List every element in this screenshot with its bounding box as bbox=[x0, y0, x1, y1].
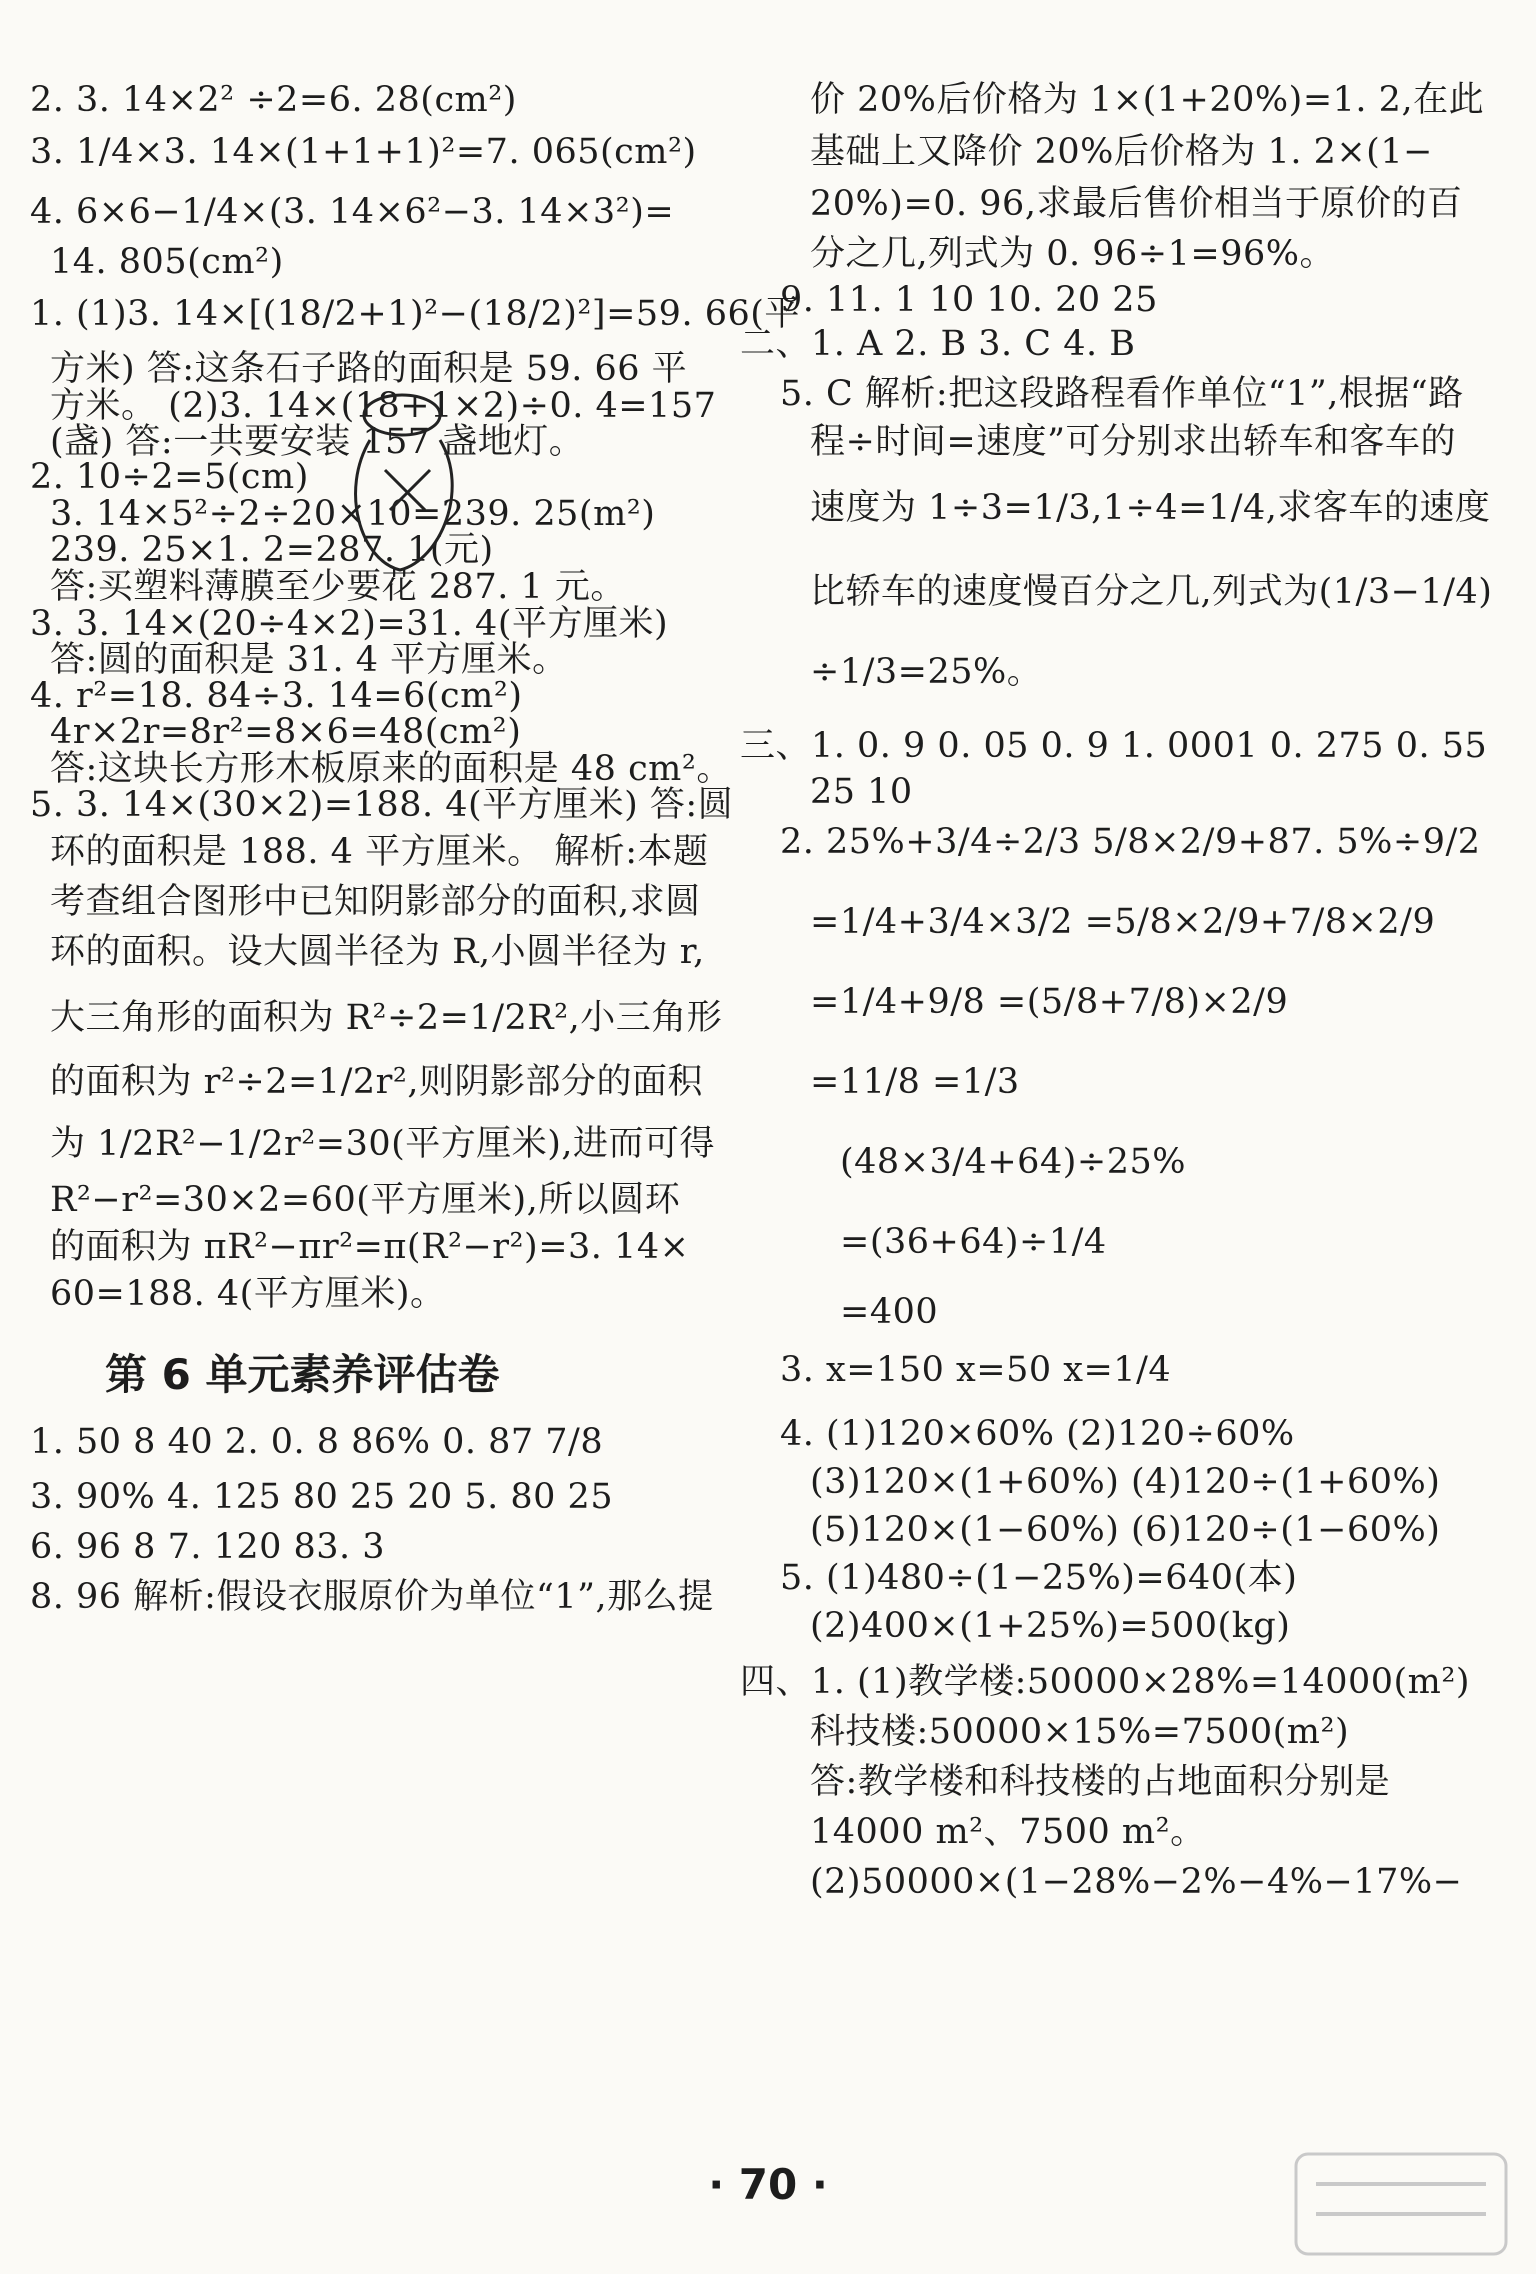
text-line: 科技楼:50000×15%=7500(m²) bbox=[810, 1712, 1350, 1752]
text-line: 2. 10÷2=5(cm) bbox=[30, 457, 309, 497]
text-line: =1/4+9/8 =(5/8+7/8)×2/9 bbox=[810, 982, 1289, 1022]
section-title: 第 6 单元素养评估卷 bbox=[105, 1350, 500, 1399]
text-line: 二、1. A 2. B 3. C 4. B bbox=[740, 324, 1136, 364]
text-line: 四、1. (1)教学楼:50000×28%=14000(m²) bbox=[740, 1662, 1471, 1702]
text-line: 比轿车的速度慢百分之几,列式为(1/3−1/4) bbox=[810, 572, 1493, 612]
text-line: 239. 25×1. 2=287. 1(元) bbox=[50, 530, 494, 570]
text-line: (2)400×(1+25%)=500(kg) bbox=[810, 1606, 1291, 1646]
handwritten-stamp-icon bbox=[330, 360, 480, 590]
text-line: 程÷时间=速度”可分别求出轿车和客车的 bbox=[810, 422, 1457, 462]
text-line: =(36+64)÷1/4 bbox=[840, 1222, 1107, 1262]
text-line: 4. r²=18. 84÷3. 14=6(cm²) bbox=[30, 676, 523, 716]
text-line: 5. (1)480÷(1−25%)=640(本) bbox=[780, 1558, 1298, 1598]
text-line: (48×3/4+64)÷25% bbox=[840, 1142, 1186, 1182]
text-line: 3. x=150 x=50 x=1/4 bbox=[780, 1350, 1172, 1390]
text-line: 60=188. 4(平方厘米)。 bbox=[50, 1274, 446, 1314]
text-line: =11/8 =1/3 bbox=[810, 1062, 1020, 1102]
text-line: R²−r²=30×2=60(平方厘米),所以圆环 bbox=[50, 1180, 681, 1220]
text-line: (3)120×(1+60%) (4)120÷(1+60%) bbox=[810, 1462, 1441, 1502]
text-line: 考查组合图形中已知阴影部分的面积,求圆 bbox=[50, 882, 701, 922]
watermark-logo-icon bbox=[1286, 2144, 1516, 2264]
text-line: (5)120×(1−60%) (6)120÷(1−60%) bbox=[810, 1510, 1441, 1550]
text-line: 速度为 1÷3=1/3,1÷4=1/4,求客车的速度 bbox=[810, 488, 1491, 528]
text-line: 分之几,列式为 0. 96÷1=96%。 bbox=[810, 234, 1336, 274]
text-line: 4r×2r=8r²=8×6=48(cm²) bbox=[50, 712, 522, 752]
text-line: 3. 1/4×3. 14×(1+1+1)²=7. 065(cm²) bbox=[30, 132, 697, 172]
text-line: 三、1. 0. 9 0. 05 0. 9 1. 0001 0. 275 0. 55 bbox=[740, 726, 1488, 766]
text-line: 1. 50 8 40 2. 0. 8 86% 0. 87 7/8 bbox=[30, 1422, 604, 1462]
text-line: 答:圆的面积是 31. 4 平方厘米。 bbox=[50, 640, 568, 680]
text-line: 价 20%后价格为 1×(1+20%)=1. 2,在此 bbox=[810, 80, 1485, 120]
text-line: ÷1/3=25%。 bbox=[810, 652, 1043, 692]
text-line: 基础上又降价 20%后价格为 1. 2×(1− bbox=[810, 132, 1433, 172]
text-line: =400 bbox=[840, 1292, 939, 1332]
text-line: 方米。 (2)3. 14×(18+1×2)÷0. 4=157 bbox=[50, 386, 717, 426]
text-line: 5. C 解析:把这段路程看作单位“1”,根据“路 bbox=[780, 374, 1464, 414]
text-line: 14. 805(cm²) bbox=[50, 242, 284, 282]
text-line: 1. (1)3. 14×[(18/2+1)²−(18/2)²]=59. 66(平 bbox=[30, 294, 800, 334]
text-line: 环的面积是 188. 4 平方厘米。 解析:本题 bbox=[50, 832, 709, 872]
text-line: 环的面积。设大圆半径为 R,小圆半径为 r, bbox=[50, 932, 705, 972]
text-line: (2)50000×(1−28%−2%−4%−17%− bbox=[810, 1862, 1463, 1902]
text-line: 答:教学楼和科技楼的占地面积分别是 bbox=[810, 1762, 1391, 1802]
text-line: 4. (1)120×60% (2)120÷60% bbox=[780, 1414, 1295, 1454]
text-line: 3. 3. 14×(20÷4×2)=31. 4(平方厘米) bbox=[30, 604, 669, 644]
text-line: 20%)=0. 96,求最后售价相当于原价的百 bbox=[810, 184, 1463, 224]
text-line: 3. 90% 4. 125 80 25 20 5. 80 25 bbox=[30, 1477, 614, 1517]
text-line: 9. 11. 1 10 10. 20 25 bbox=[780, 280, 1158, 320]
text-line: =1/4+3/4×3/2 =5/8×2/9+7/8×2/9 bbox=[810, 902, 1436, 942]
text-line: 2. 3. 14×2² ÷2=6. 28(cm²) bbox=[30, 80, 517, 120]
text-line: 8. 96 解析:假设衣服原价为单位“1”,那么提 bbox=[30, 1577, 714, 1617]
text-line: 答:这块长方形木板原来的面积是 48 cm²。 bbox=[50, 749, 732, 789]
text-line: (盏) 答:一共要安装 157 盏地灯。 bbox=[50, 422, 585, 462]
text-line: 2. 25%+3/4÷2/3 5/8×2/9+87. 5%÷9/2 bbox=[780, 822, 1481, 862]
text-line: 14000 m²、7500 m²。 bbox=[810, 1812, 1206, 1852]
page-number: · 70 · bbox=[708, 2160, 828, 2209]
text-line: 25 10 bbox=[810, 772, 913, 812]
text-line: 的面积为 r²÷2=1/2r²,则阴影部分的面积 bbox=[50, 1062, 704, 1102]
text-line: 4. 6×6−1/4×(3. 14×6²−3. 14×3²)= bbox=[30, 192, 675, 232]
text-line: 3. 14×5²÷2÷20×10=239. 25(m²) bbox=[50, 494, 656, 534]
text-line: 的面积为 πR²−πr²=π(R²−r²)=3. 14× bbox=[50, 1227, 690, 1267]
text-line: 方米) 答:这条石子路的面积是 59. 66 平 bbox=[50, 349, 688, 389]
text-line: 5. 3. 14×(30×2)=188. 4(平方厘米) 答:圆 bbox=[30, 785, 734, 825]
text-line: 答:买塑料薄膜至少要花 287. 1 元。 bbox=[50, 567, 626, 607]
text-line: 大三角形的面积为 R²÷2=1/2R²,小三角形 bbox=[50, 998, 723, 1038]
text-line: 为 1/2R²−1/2r²=30(平方厘米),进而可得 bbox=[50, 1124, 716, 1164]
text-line: 6. 96 8 7. 120 83. 3 bbox=[30, 1527, 386, 1567]
